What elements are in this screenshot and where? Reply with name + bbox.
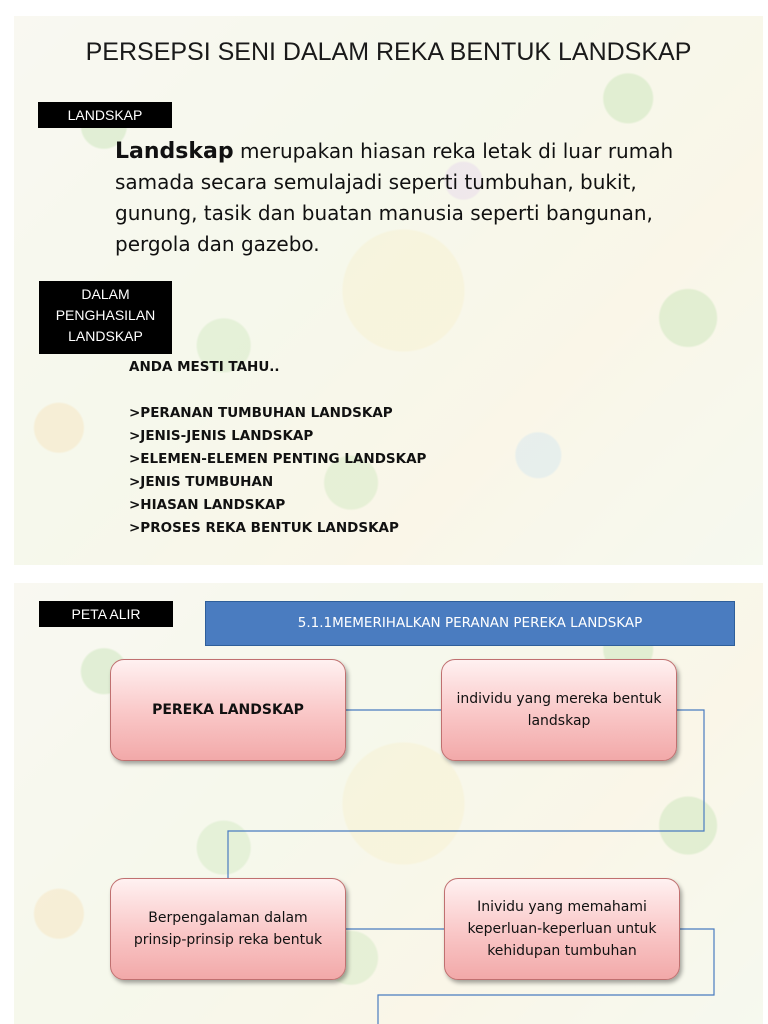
node-berpengalaman: Berpengalaman dalam prinsip-prinsip reka bentuk [110, 878, 346, 980]
lead-term: Landskap [115, 139, 234, 164]
must-know-list [129, 356, 426, 540]
must-know-heading: ANDA MESTI TAHU.. [129, 359, 280, 375]
list-item: >PROSES REKA BENTUK LANDSKAP [129, 520, 399, 536]
landskap-definition [115, 136, 675, 260]
list-item: >HIASAN LANDSKAP [129, 497, 286, 513]
slide-1 [14, 16, 763, 565]
tag-landskap: LANDSKAP [38, 102, 172, 128]
tag-dalam-penghasilan [39, 281, 172, 354]
node-individu-mereka: individu yang mereka bentuk landskap [441, 659, 677, 761]
flow-header: 5.1.1MEMERIHALKAN PERANAN PEREKA LANDSKAP [205, 601, 735, 646]
tag-line-1: DALAM [81, 286, 130, 302]
node-pereka-landskap: PEREKA LANDSKAP [110, 659, 346, 761]
list-spacer [129, 379, 426, 402]
tag-line-3: LANDSKAP [68, 328, 143, 344]
lead-text: merupakan hiasan reka letak di luar rumah samada secara semulajadi seperti tumbuhan, bukit, gunung, tasik dan buatan manusia seperti bangunan, pergola dan gazebo. [115, 139, 674, 256]
tag-peta-alir: PETA ALIR [39, 601, 173, 627]
list-item: >JENIS TUMBUHAN [129, 474, 274, 490]
list-item: >ELEMEN-ELEMEN PENTING LANDSKAP [129, 451, 427, 467]
tag-line-2: PENGHASILAN [55, 307, 156, 323]
slide-2 [14, 583, 763, 1024]
node-memahami-keperluan: Inividu yang memahami keperluan-keperluan untuk kehidupan tumbuhan [444, 878, 680, 980]
list-item: >JENIS-JENIS LANDSKAP [129, 428, 314, 444]
slide-title: PERSEPSI SENI DALAM REKA BENTUK LANDSKAP [85, 38, 692, 66]
list-item: >PERANAN TUMBUHAN LANDSKAP [129, 405, 393, 421]
